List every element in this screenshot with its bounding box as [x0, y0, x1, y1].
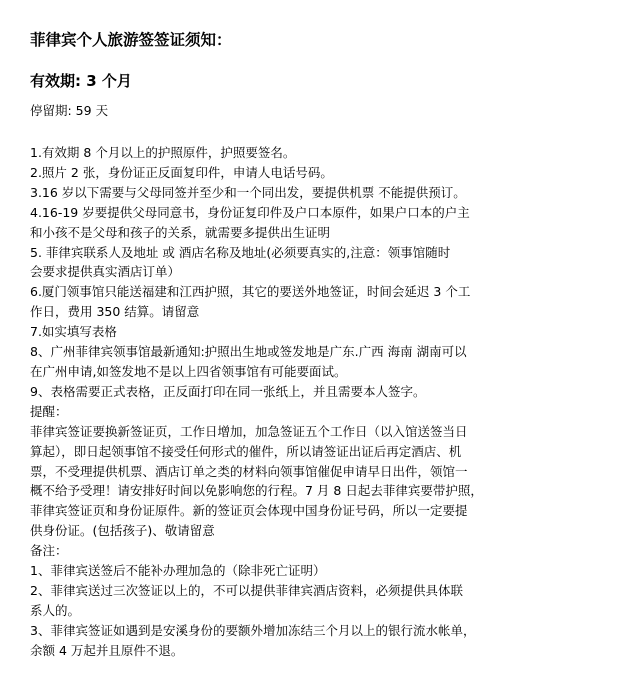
text-line: 4.16-19 岁要提供父母同意书，身份证复印件及户口本原件，如果户口本的户主 [30, 204, 470, 220]
stay-period: 停留期: 59 天 [30, 103, 109, 118]
text-line: 菲律宾签证页和身份证原件。新的签证页会体现中国身份证号码，所以一定要提 [30, 503, 468, 519]
text-line: 余额 4 万起并且原件不退。 [30, 642, 184, 658]
reminder-heading: 提醒： [30, 403, 68, 419]
text-line: 7.如实填写表格 [30, 324, 117, 340]
text-line: 1.有效期 8 个月以上的护照原件，护照要签名。 [30, 145, 296, 160]
requirements-body [30, 143, 620, 661]
text-line: 概不给予受理！请安排好时间以免影响您的行程。7 月 8 日起去菲律宾要带护照， [30, 483, 483, 499]
text-line: 6.厦门领事馆只能送福建和江西护照，其它的要送外地签证，时间会延迟 3 个工 [30, 284, 471, 300]
text-line: 3、菲律宾签证如遇到是安溪身份的要额外增加冻结三个月以上的银行流水帐单， [30, 622, 476, 638]
notes-heading: 备注： [30, 543, 68, 559]
text-line: 菲律宾签证要换新签证页，工作日增加，加急签证五个工作日（以入馆送签当日 [30, 423, 468, 439]
text-line: 5. 菲律宾联系人及地址 或 酒店名称及地址(必须要真实的,注意：领事馆随时 [30, 244, 451, 260]
text-line: 2.照片 2 张，身份证正反面复印件，申请人电话号码。 [30, 164, 333, 180]
text-line: 8、广州菲律宾领事馆最新通知:护照出生地或签发地是广东.广西 海南 湖南可以 [30, 344, 467, 360]
text-line: 会要求提供真实酒店订单） [30, 264, 181, 280]
text-line: 在广州申请,如签发地不是以上四省领事馆有可能要面试。 [30, 363, 347, 379]
text-line: 作日，费用 350 结算。请留意 [30, 304, 200, 320]
text-line: 和小孩不是父母和孩子的关系，就需要多提供出生证明 [30, 224, 331, 240]
validity-period: 有效期: 3 个月 [30, 72, 132, 90]
text-line: 票，不受理提供机票、酒店订单之类的材料向领事馆催促申请早日出件，领馆一 [30, 463, 468, 479]
text-line: 供身份证。(包括孩子)、敬请留意 [30, 523, 215, 539]
text-line: 算起），即日起领事馆不接受任何形式的催件，所以请签证出证后再定酒店、机 [30, 443, 462, 459]
text-line: 1、菲律宾送签后不能补办理加急的（除非死亡证明） [30, 563, 326, 579]
text-line: 2、菲律宾送过三次签证以上的，不可以提供菲律宾酒店资料，必须提供具体联 [30, 582, 463, 598]
document-title: 菲律宾个人旅游签签证须知： [30, 31, 232, 49]
text-line: 9、表格需要正式表格，正反面打印在同一张纸上，并且需要本人签字。 [30, 383, 426, 399]
text-line: 3.16 岁以下需要与父母同签并至少和一个同出发，要提供机票 不能提供预订。 [30, 184, 466, 200]
text-line: 系人的。 [30, 602, 81, 618]
